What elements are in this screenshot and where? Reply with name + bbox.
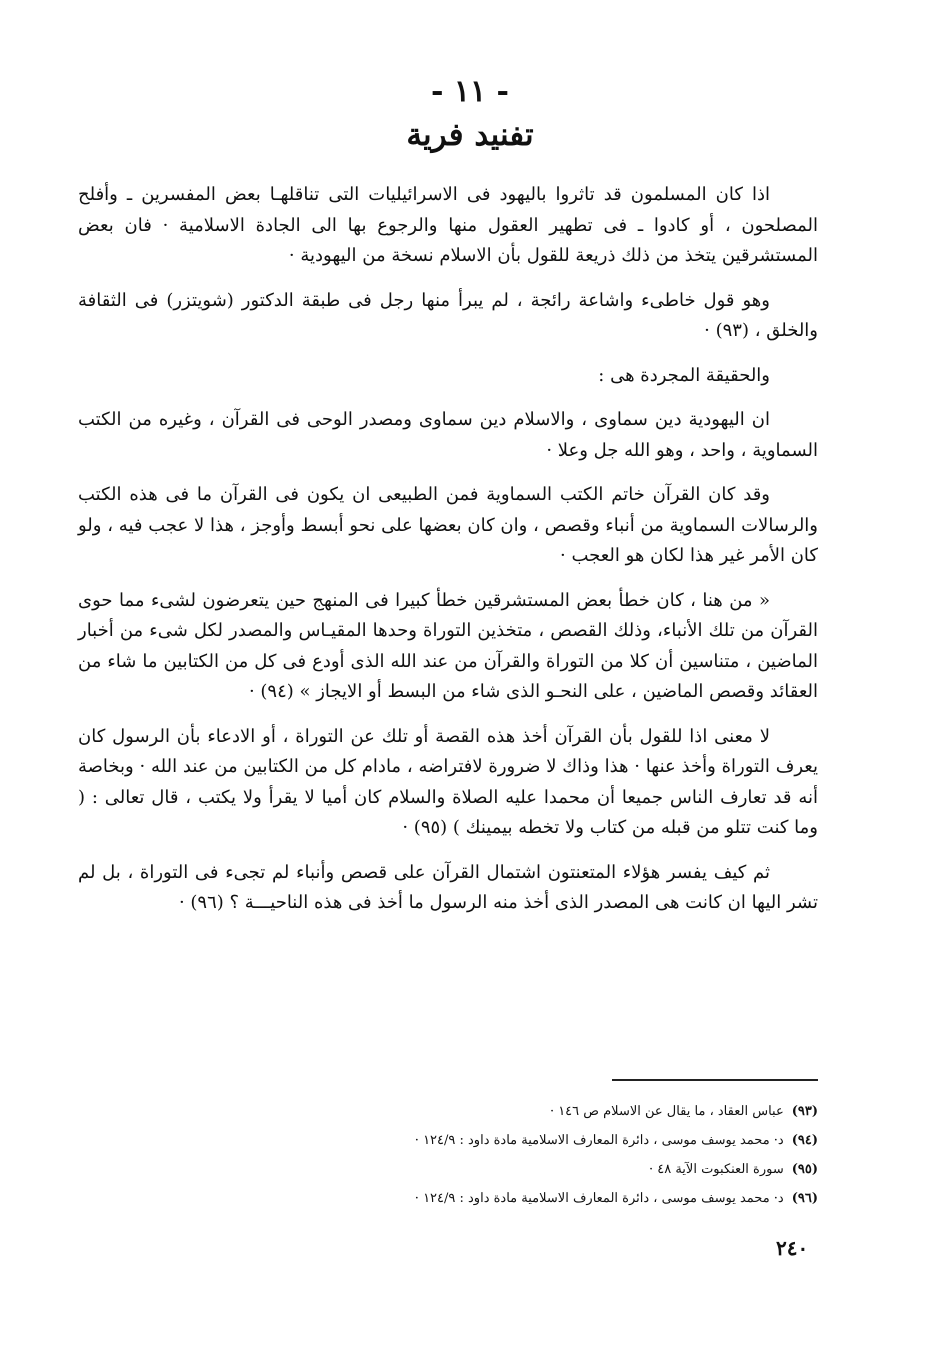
paragraph: اذا كان المسلمون قد تاثروا باليهود فى الاسرائيليات التى تناقلهـا بعض المفسرين ـ وأفلح المصلحون ، أو كادوا ـ فى تطهير العقول منها والرجوع بها الى الجادة الاسلامية · فان بعض المستشرقين يتخذ من ذلك ذريعة للقول بأن الاسلام نسخة من اليهودية · — [78, 184, 818, 266]
paragraph: والحقيقة المجردة هى : — [598, 364, 770, 386]
paragraph: ثم كيف يفسر هؤلاء المتعنتون اشتمال القرآن على قصص وأنباء لم تجىء فى التوراة ، بل لم تشر اليها ان كانت هى المصدر الذى أخذ منه الرسول ما أخذ فى هذه الناحيـــة ؟ (٩٦) · — [78, 861, 818, 913]
section-title: تفنيد فرية — [406, 117, 534, 153]
footnote-number: (٩٣) — [791, 1104, 818, 1119]
paragraph: « من هنا ، كان خطأ بعض المستشرقين خطأ كبيرا فى المنهج حين يتعرضون لشىء مما حوى القرآن من تلك الأنباء، وذلك القصص ، متخذين التوراة وحدها المقيـاس والمصدر لكل شىء من أخبار الماضين ، متناسين أن كلا من التوراة والقرآن من عند الله الذى أودع فى كل من الكتابين ما شاء من العقائد وقصص الماضين ، على النحـو الذى شاء من البسط أو الايجاز » (٩٤) · — [78, 589, 818, 702]
paragraph: وقد كان القرآن خاتم الكتب السماوية فمن الطبيعى ان يكون فى القرآن ما فى هذه الكتب والرسالات السماوية من أنباء وقصص ، وان كان بعضها على نحو أبسط وأوجز ، هذا لا عجب فيه ، ولو كان الأمر غير هذا لكان هو العجب · — [78, 484, 818, 566]
footnote — [190, 1155, 818, 1184]
footnote-text: سورة العنكبوت الآية ٤٨ · — [648, 1162, 784, 1177]
footnote — [190, 1126, 818, 1155]
footnote — [190, 1184, 818, 1213]
footnote-number: (٩٦) — [791, 1191, 818, 1206]
page-number: ٢٤٠ — [776, 1236, 809, 1260]
footnote-text: عباس العقاد ، ما يقال عن الاسلام ص ١٤٦ · — [549, 1104, 784, 1119]
footnotes — [190, 1097, 818, 1213]
footnote-number: (٩٥) — [791, 1162, 818, 1177]
footnote-divider — [612, 1079, 818, 1081]
footnote-text: د· محمد يوسف موسى ، دائرة المعارف الاسلامية مادة داود : ١٢٤/٩ · — [414, 1191, 784, 1206]
footnote-text: د· محمد يوسف موسى ، دائرة المعارف الاسلامية مادة داود : ١٢٤/٩ · — [414, 1133, 784, 1148]
paragraph: وهو قول خاطىء واشاعة رائجة ، لم يبرأ منها رجل فى طبقة الدكتور (شويتزر) فى الثقافة والخلق ، (٩٣) · — [78, 289, 818, 341]
paragraph: ان اليهودية دين سماوى ، والاسلام دين سماوى ومصدر الوحى فى القرآن ، وغيره من الكتب السماوية ، واحد ، وهو الله جل وعلا · — [78, 409, 818, 461]
footnote — [190, 1097, 818, 1126]
body-text — [78, 180, 818, 933]
section-number: - ١١ - — [430, 74, 510, 109]
footnote-number: (٩٤) — [791, 1133, 818, 1148]
paragraph: لا معنى اذا للقول بأن القرآن أخذ هذه القصة أو تلك عن التوراة ، أو الادعاء بأن الرسول كان يعرف التوراة وأخذ عنها · هذا وذاك لا ضرورة لافتراضه ، مادام كل من الكتابين من عند الله · وبخاصة أنه قد تعارف الناس جميعا أن محمدا عليه الصلاة والسلام كان أميا لا يقرأ ولا يكتب ، قال تعالى : ( وما كنت تتلو من قبله من كتاب ولا تخطه بيمينك ) (٩٥) · — [78, 725, 818, 838]
